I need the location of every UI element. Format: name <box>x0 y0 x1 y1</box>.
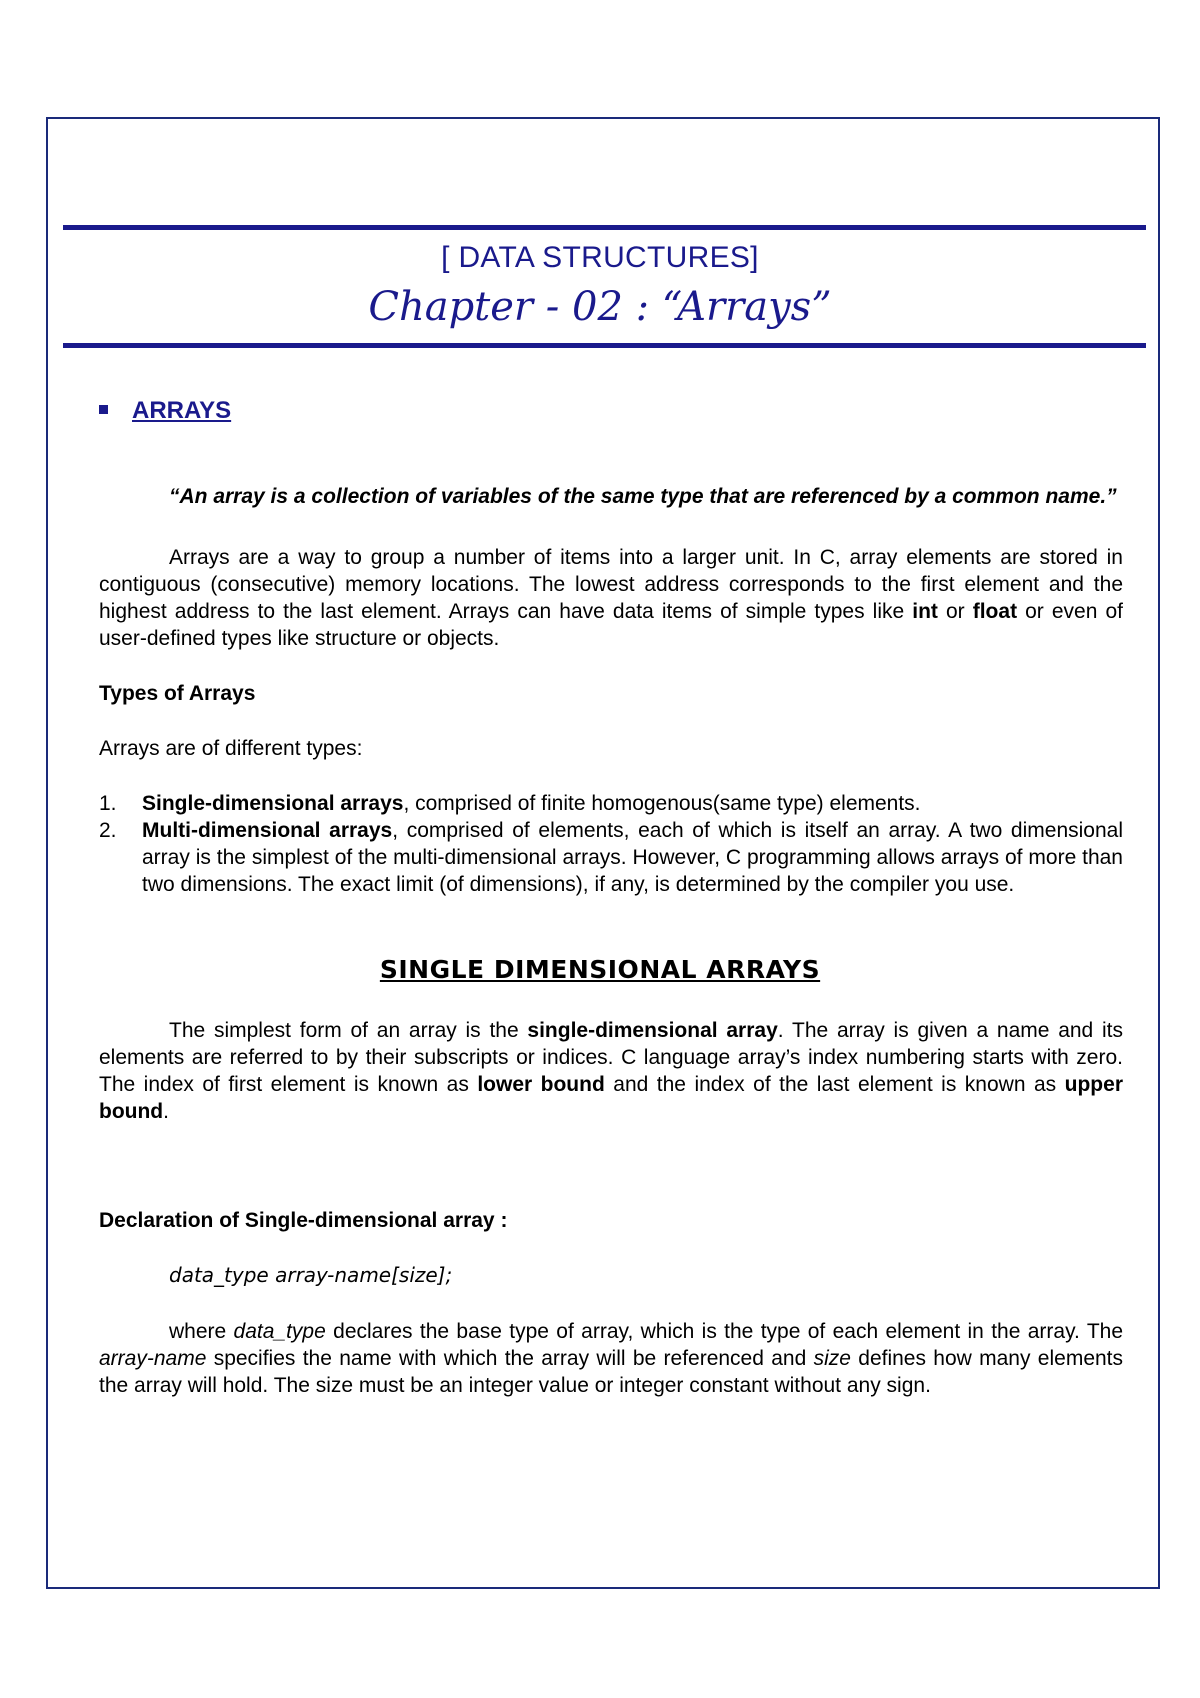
ex-italic-array-name: array-name <box>99 1347 207 1370</box>
list-item-term: Multi-dimensional arrays <box>142 819 393 842</box>
sd-bold-lower-bound: lower bound <box>477 1073 605 1096</box>
header-top-rule <box>63 225 1146 230</box>
sd-text-2: . The array is given a name and its elements are referred to by their subscripts or indices. C language array’s index numbering starts with zero. The index of first element is known as <box>99 1019 1123 1096</box>
intro-text-1: Arrays are a way to group a number of items into a larger unit. In C, array elements are stored in contiguous (consecutive) memory locations. The lowest address corresponds to the first element and the highest address to the last element. Arrays can have data items of simple types like <box>99 546 1123 623</box>
intro-bold-float: float <box>972 600 1018 623</box>
sd-text-4: . <box>163 1100 169 1123</box>
sd-bold-upper-bound: upper bound <box>99 1073 1123 1123</box>
declaration-syntax: data_type array-name[size]; <box>169 1263 453 1287</box>
ex-italic-size: size <box>813 1347 851 1370</box>
arrays-heading-text: ARRAYS <box>132 397 232 424</box>
ex-text-3: specifies the name with which the array will be referenced and <box>206 1347 814 1370</box>
intro-bold-int: int <box>912 600 938 623</box>
course-subject: [ DATA STRUCTURES] <box>441 241 759 274</box>
list-item <box>99 790 1123 817</box>
arrays-heading <box>99 397 231 425</box>
types-heading: Types of Arrays <box>99 682 256 705</box>
types-intro: Arrays are of different types: <box>99 737 363 760</box>
list-item-text: , comprised of finite homogenous(same type) elements. <box>403 792 921 815</box>
sd-text-3: and the index of the last element is known as <box>604 1073 1065 1096</box>
list-item-number: 1. <box>99 792 117 815</box>
intro-text-3: or even of user-defined types like structure or objects. <box>99 600 1123 650</box>
sd-text-1: The simplest form of an array is the <box>169 1019 528 1042</box>
sd-bold-1: single-dimensional array <box>527 1019 778 1042</box>
declaration-explanation <box>99 1318 1123 1399</box>
list-item-term: Single-dimensional arrays <box>142 792 404 815</box>
ex-text-2: declares the base type of array, which is the type of each element in the array. The <box>325 1320 1124 1343</box>
square-bullet-icon <box>99 405 108 414</box>
single-dimensional-heading: SINGLE DIMENSIONAL ARRAYS <box>379 955 821 984</box>
types-list <box>99 790 1123 898</box>
single-dimensional-paragraph <box>99 1017 1123 1125</box>
list-item-number: 2. <box>99 819 117 842</box>
header-bottom-rule <box>63 343 1146 348</box>
ex-text-4: defines how many elements the array will hold. The size must be an integer value or integer constant without any sign. <box>99 1347 1124 1397</box>
list-item <box>99 817 1123 898</box>
declaration-heading: Declaration of Single-dimensional array : <box>99 1209 508 1232</box>
arrays-intro-paragraph <box>99 544 1123 652</box>
intro-text-2: or <box>937 600 973 623</box>
ex-italic-data-type: data_type <box>233 1320 326 1343</box>
list-item-text: , comprised of elements, each of which is itself an array. A two dimensional array is the simplest of the multi-dimensional arrays. However, C programming allows arrays of more than two dimensions. The exact limit (of dimensions), if any, is determined by the compiler you use. <box>142 819 1123 896</box>
ex-text-1: where <box>169 1320 234 1343</box>
chapter-title: Chapter - 02 : “Arrays” <box>368 284 832 330</box>
array-definition: “An array is a collection of variables of the same type that are referenced by a common name.” <box>169 485 1117 508</box>
